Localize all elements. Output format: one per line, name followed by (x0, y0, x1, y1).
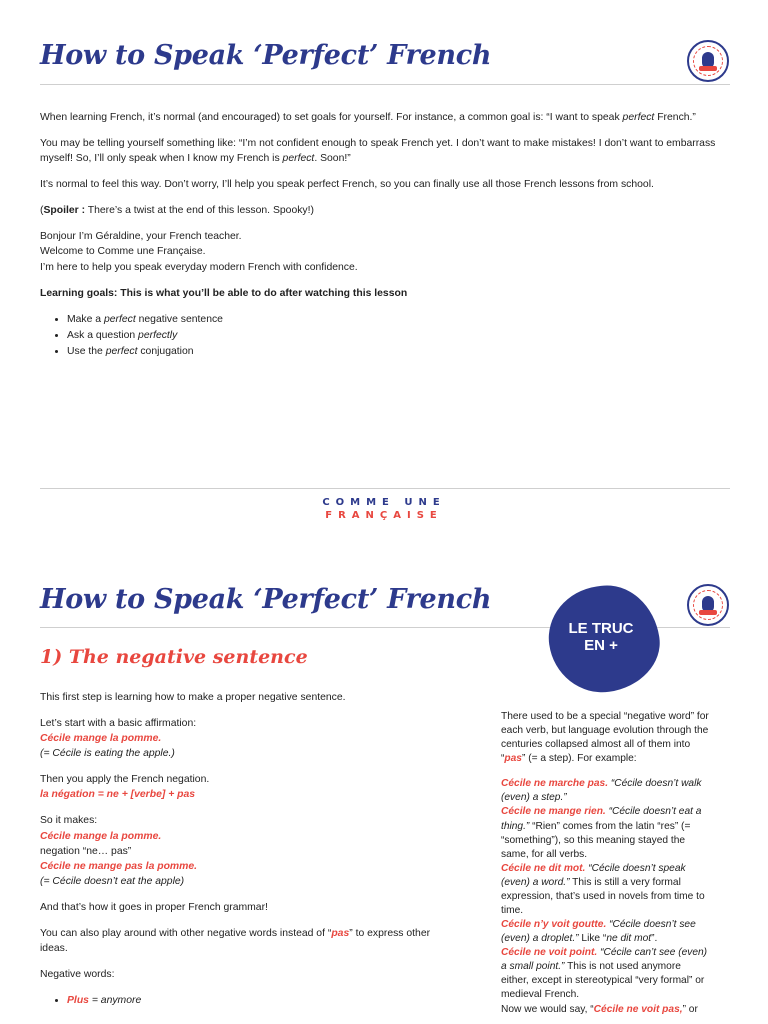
example-sentence: Cécile mange la pomme. (40, 830, 162, 842)
tip-example: Cécile ne dit mot. “Cécile doesn’t speak (even) a word.” This is still a very formal expression, that’s used in novels from time to time. (501, 862, 705, 917)
header-divider (40, 84, 730, 85)
tip-example: Cécile n’y voit goutte. “Cécile doesn’t see (even) a droplet.” Like “ne dit mot”. (501, 919, 696, 945)
negative-words-heading: Negative words: (40, 969, 115, 981)
negative-example-sentence: Cécile ne mange pas la pomme. (40, 860, 198, 872)
affirmation-block: Let’s start with a basic affirmation: Cécile mange la pomme. (= Cécile is eating the apple.) (40, 716, 460, 761)
footer-divider (40, 488, 730, 489)
comme-une-francaise-logo-icon (687, 40, 729, 82)
page-2 (0, 560, 768, 1024)
example-translation: (= Cécile doesn’t eat the apple) (40, 875, 185, 887)
negation-rule: la négation = ne + [verbe] + pas (40, 789, 196, 801)
list-item: • Ask a question perfectly (67, 328, 730, 343)
negation-note: negation “ne… pas” (40, 845, 132, 857)
intro-paragraph-2: You may be telling yourself something like: “I’m not confident enough to speak French yet. I don’t want to make mistakes! I don’t want to embarrass myself! So, I’ll only speak when I know my French is perfect. Soon!” (40, 138, 716, 165)
page-title: How to Speak ‘Perfect’ French (40, 40, 492, 71)
spoiler-paragraph: (Spoiler : There’s a twist at the end of this lesson. Spooky!) (40, 205, 314, 217)
lesson-paragraph: This first step is learning how to make a proper negative sentence. (40, 692, 346, 703)
brand-wordmark-line-1: COMME UNE (322, 497, 446, 508)
example-sentence: Cécile mange la pomme. (40, 733, 162, 745)
greeting-line-2: Welcome to Comme une Française. (40, 246, 206, 258)
result-block: So it makes: Cécile mange la pomme. negation “ne… pas” Cécile ne mange pas la pomme. (= Cécile doesn’t eat the apple) (40, 813, 460, 888)
lesson-paragraph: And that’s how it goes in proper French grammar! (40, 901, 268, 913)
page-title: How to Speak ‘Perfect’ French (40, 584, 492, 615)
list-item: • Make a perfect negative sentence (67, 312, 730, 327)
example-translation: (= Cécile is eating the apple.) (40, 748, 175, 760)
negation-rule-block: Then you apply the French negation. la négation = ne + [verbe] + pas (40, 772, 460, 802)
brand-wordmark-line-2: FRANÇAISE (325, 510, 443, 521)
intro-text (40, 110, 730, 360)
list-item: • Plus = anymore (67, 993, 460, 1008)
tip-example: Now we would say, “Cécile ne voit pas,” or (501, 1003, 698, 1015)
section-title: 1) The negative sentence (40, 646, 308, 668)
learning-goals-heading: Learning goals: This is what you’ll be able to do after watching this lesson (40, 287, 408, 299)
comme-une-francaise-logo-icon (687, 584, 729, 626)
tip-intro: There used to be a special “negative word” for each verb, but language evolution through the centuries collapsed almost all of them into “pas” (= a step). For example: (501, 711, 709, 765)
lesson-paragraph: You can also play around with other negative words instead of “pas” to express other ideas. (40, 927, 431, 955)
intro-paragraph-1: When learning French, it’s normal (and encouraged) to set goals for yourself. For instance, a common goal is: “I want to speak perfect French.” (40, 112, 696, 123)
tip-example: Cécile ne marche pas. “Cécile doesn’t walk (even) a step.” (501, 778, 702, 804)
tip-badge-label: LE TRUC EN + (568, 620, 634, 654)
learning-goals-list (67, 312, 730, 359)
greeting-line-1: Bonjour I’m Géraldine, your French teacher. (40, 231, 242, 243)
list-item: • Use the perfect conjugation (67, 344, 730, 359)
intro-paragraph-3: It’s normal to feel this way. Don’t worry, I’ll help you speak perfect French, so you can finally use all those French lessons from school. (40, 179, 654, 191)
lesson-main-column (40, 690, 460, 1008)
tip-example: Cécile ne voit point. “Cécile can’t see (even) a small point.” This is not used anymore either, except in stereotypical “very formal” or medieval French. (501, 947, 708, 1001)
tip-example: Cécile ne mange rien. “Cécile doesn’t eat a thing.” “Rien” comes from the latin “res” (= “something”), so this meaning stayed the same, for all verbs. (501, 806, 702, 860)
greeting-line-3: I’m here to help you speak everyday modern French with confidence. (40, 261, 358, 273)
tip-sidebar-column (501, 710, 711, 1017)
negative-words-list (67, 993, 460, 1008)
